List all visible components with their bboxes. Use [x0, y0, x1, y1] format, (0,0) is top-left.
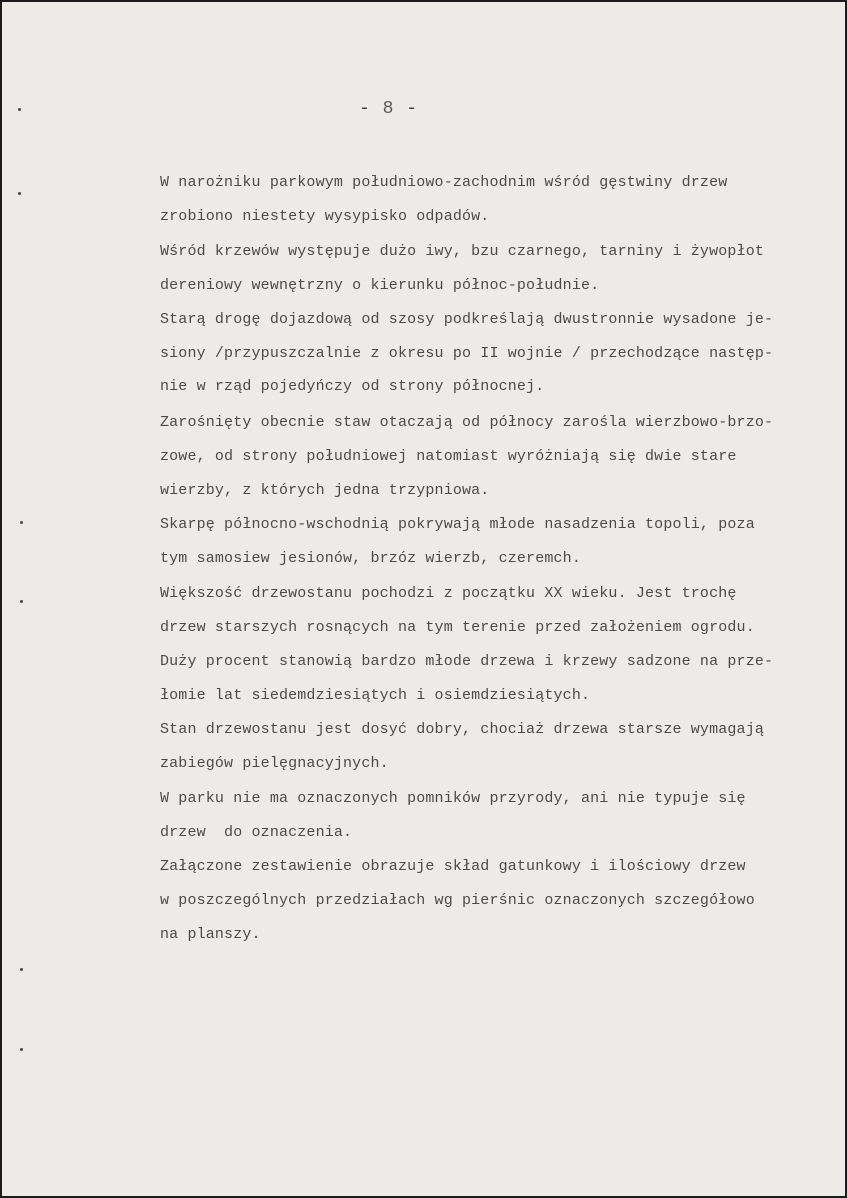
text-line: W parku nie ma oznaczonych pomników przyrody, ani nie typuje się: [160, 790, 746, 807]
text-line: Załączone zestawienie obrazuje skład gatunkowy i ilościowy drzew: [160, 858, 746, 875]
margin-mark: [18, 108, 21, 111]
text-line: w poszczególnych przedziałach wg pierśnic oznaczonych szczegółowo: [160, 892, 755, 909]
text-line: Stan drzewostanu jest dosyć dobry, chociaż drzewa starsze wymagają: [160, 721, 764, 738]
page-number: [359, 99, 418, 119]
text-line: siony /przypuszczalnie z okresu po II wojnie / przechodzące następ-: [160, 345, 774, 362]
page-number-dash-left: -: [359, 99, 371, 119]
margin-mark: [20, 600, 23, 603]
text-line: łomie lat siedemdziesiątych i osiemdziesiątych.: [160, 687, 591, 704]
margin-mark: [20, 1048, 23, 1051]
text-line: Skarpę północno-wschodnią pokrywają młode nasadzenia topoli, poza: [160, 516, 755, 533]
page-number-dash-right: -: [406, 99, 419, 119]
text-line: dereniowy wewnętrzny o kierunku północ-południe.: [160, 277, 600, 294]
text-line: zabiegów pielęgnacyjnych.: [160, 755, 389, 772]
text-line: wierzby, z których jedna trzypniowa.: [160, 482, 490, 499]
text-line: W narożniku parkowym południowo-zachodnim wśród gęstwiny drzew: [160, 174, 728, 191]
text-line: drzew starszych rosnących na tym terenie przed założeniem ogrodu.: [160, 619, 755, 636]
page-number-value: 8: [382, 99, 395, 119]
text-line: Starą drogę dojazdową od szosy podkreślają dwustronnie wysadone je-: [160, 311, 774, 328]
margin-mark: [20, 968, 23, 971]
text-line: Duży procent stanowią bardzo młode drzewa i krzewy sadzone na prze-: [160, 653, 774, 670]
text-line: Wśród krzewów występuje dużo iwy, bzu czarnego, tarniny i żywopłot: [160, 243, 764, 260]
margin-mark: [18, 192, 21, 195]
text-line: zrobiono niestety wysypisko odpadów.: [160, 208, 490, 225]
text-line: Zarośnięty obecnie staw otaczają od północy zarośla wierzbowo-brzo-: [160, 414, 774, 431]
text-line: drzew do oznaczenia.: [160, 824, 353, 841]
text-line: zowe, od strony południowej natomiast wyróżniają się dwie stare: [160, 448, 737, 465]
text-line: na planszy.: [160, 926, 261, 943]
text-line: tym samosiew jesionów, brzóz wierzb, czeremch.: [160, 550, 581, 567]
margin-mark: [20, 521, 23, 524]
text-line: Większość drzewostanu pochodzi z początku XX wieku. Jest trochę: [160, 585, 737, 602]
text-line: nie w rząd pojedyńczy od strony północnej.: [160, 378, 545, 395]
